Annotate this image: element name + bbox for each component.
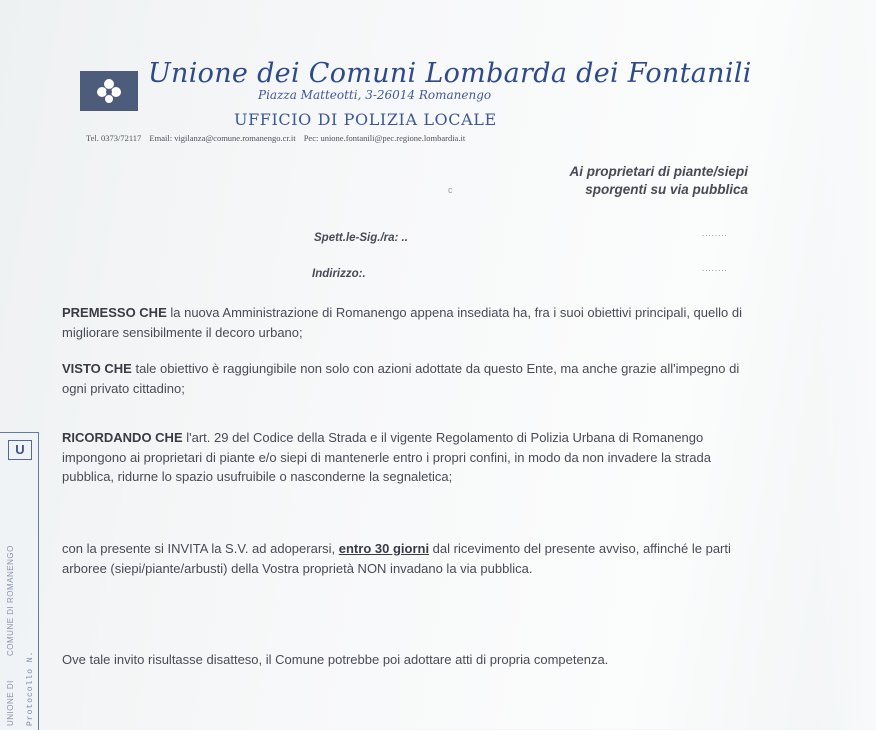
stamp-letter-box: U — [8, 440, 32, 460]
addressee-field: Spett.le-Sig./ra: .. — [314, 232, 408, 244]
contact-line — [86, 133, 465, 143]
paragraph-lead: RICORDANDO CHE — [62, 430, 183, 445]
paragraph-text: con la presente si INVITA la S.V. ad adoperarsi, — [62, 541, 339, 556]
recipient-block — [569, 163, 748, 199]
paragraph-text: l'art. 29 del Codice della Strada e il vigente Regolamento di Polizia Urbana di Romanengo impongono ai proprietari di piante e/o siepi di mantenerle entro i propri confini, in modo da non invadere la strada pubblica, ridurne lo spazio usufruibile o nasconderne la segnaletica; — [62, 430, 711, 484]
recipient-line-1: Ai proprietari di piante/siepi — [569, 164, 748, 179]
ink-smudge: c — [448, 185, 453, 195]
pec-link[interactable]: Pec: unione.fontanili@pec.regione.lombardia.it — [303, 133, 466, 143]
paragraph-lead: VISTO CHE — [62, 361, 132, 376]
organization-name: Unione dei Comuni Lombarda dei Fontanili — [148, 58, 752, 89]
stamp-protocol-number: Protocollo N. — [26, 650, 35, 726]
paragraph-invito — [62, 539, 760, 578]
stamp-union: UNIONE DI — [6, 680, 15, 726]
office-name: UFFICIO DI POLIZIA LOCALE — [234, 110, 497, 129]
paragraph-text: la nuova Amministrazione di Romanengo appena insediata ha, fra i suoi obiettivi principali, quello di migliorare sensibilmente il decoro urbano; — [62, 305, 742, 340]
flower-logo-icon — [80, 71, 138, 111]
paragraph-conclusione: Ove tale invito risultasse disatteso, il Comune potrebbe poi adottare atti di propria competenza. — [62, 652, 609, 667]
address-dots: ........ — [702, 264, 728, 273]
stamp-municipality: COMUNE DI ROMANENGO — [6, 545, 15, 656]
paragraph-visto — [62, 359, 760, 398]
telephone: Tel. 0373/72117 — [86, 133, 142, 143]
paragraph-text: dal ricevimento del presente avviso, affinché le parti arboree (siepi/piante/arbusti) della Vostra proprietà NON invadano la via pubblica. — [62, 541, 731, 576]
recipient-line-2: sporgenti su via pubblica — [585, 182, 748, 197]
deadline-emphasis: entro 30 giorni — [338, 541, 430, 556]
paragraph-ricordando — [62, 428, 760, 487]
page-edge-shade — [816, 0, 876, 729]
address-field: Indirizzo:. — [312, 268, 366, 280]
email-link[interactable]: Email: vigilanza@comune.romanengo.cr.it — [149, 133, 296, 143]
paragraph-lead: PREMESSO CHE — [62, 305, 167, 320]
paragraph-text: tale obiettivo è raggiungibile non solo con azioni adottate da questo Ente, ma anche grazie all'impegno di ogni privato cittadino; — [62, 361, 740, 396]
paragraph-premesso — [62, 303, 760, 342]
addressee-dots: ........ — [702, 229, 728, 238]
organization-address: Piazza Matteotti, 3-26014 Romanengo — [258, 88, 492, 102]
